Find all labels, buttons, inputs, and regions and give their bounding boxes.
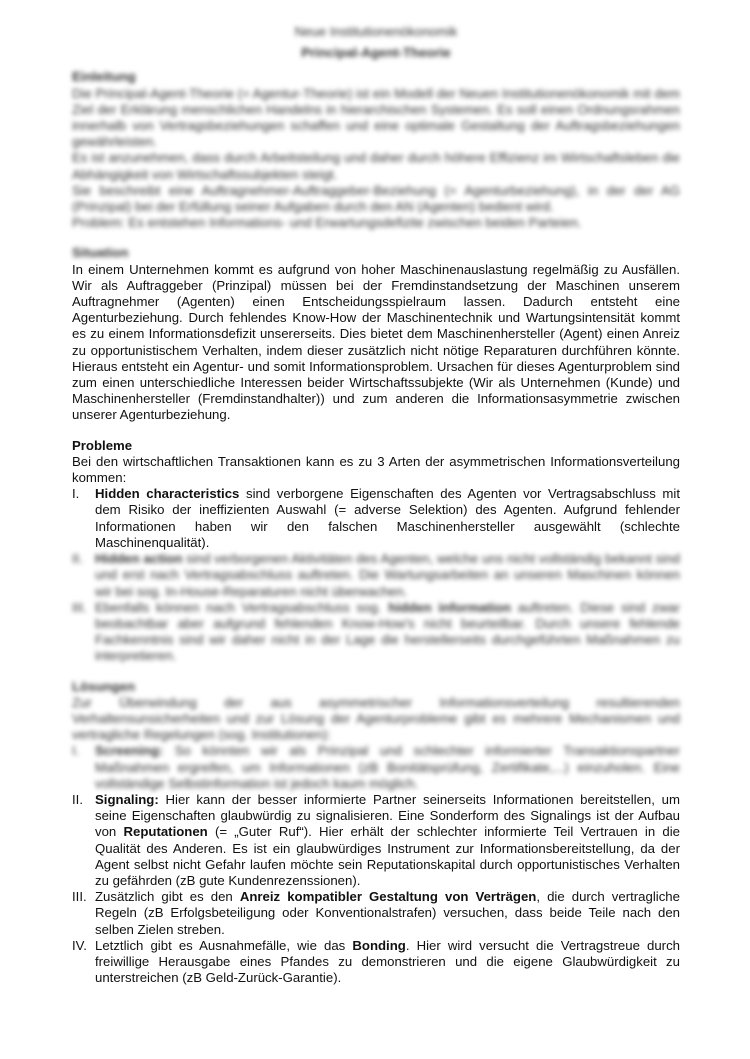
list-item-text: Zusätzlich gibt es den: [95, 889, 240, 905]
list-item: [72, 600, 680, 665]
list-item-text: sind verborgenen Aktivitäten des Agenten, welche uns nicht vollständig bekannt sind und erst nach Vertragsabschluss auftreten. Die Wartungsarbeiten an unseren Maschinen können wir bei sog. In-House-Reparaturen nicht überwachen.: [95, 551, 680, 599]
loesungen-list-blurred: [72, 743, 680, 792]
loesungen-intro: Zur Überwindung der aus asymmetrischer Informationsverteilung resultierenden Verhaltensunsicherheiten und zur Lösung der Agenturprobleme gibt es mehrere Mechanismen und vertragliche Regelungen (sog. Institutionen):: [72, 694, 680, 743]
situation-heading: Situation: [72, 245, 129, 261]
list-item: [72, 486, 680, 551]
list-number: II.: [72, 551, 83, 567]
blurred-header-block: [72, 24, 680, 262]
probleme-intro: Bei den wirtschaftlichen Transaktionen kann es zu 3 Arten der asymmetrischen Informationsverteilung kommen:: [72, 453, 680, 486]
loesungen-heading: Lösungen: [72, 678, 136, 694]
list-number: IV.: [72, 937, 87, 953]
list-item: [72, 792, 680, 889]
term-hidden-information: hidden information: [388, 599, 511, 615]
list-number: I.: [72, 743, 80, 759]
document-subtitle: Principal-Agent-Theorie: [301, 45, 451, 61]
list-item-text: . Hier wird versucht die Vertragstreue durch freiwillige Herausgabe eines Pfandes zu demonstrieren und die eigene Glaubwürdigkeit zu unterstreichen (zB Geld-Zurück-Garantie).: [95, 937, 680, 986]
list-number: II.: [72, 791, 83, 807]
list-item-text: sind verborgene Eigenschaften des Agenten vor Vertragsabschluss mit dem Risiko der ineffizienten Auswahl (= adverse Selektion) des Agenten. Aufgrund fehlender Informationen haben wir den falschen Maschinenhersteller ausgewählt (schlechte Maschinenqualität).: [95, 486, 680, 550]
document-content: [72, 24, 680, 986]
einleitung-heading: Einleitung: [72, 69, 136, 85]
list-item-text: Letztlich gibt es Ausnahmefälle, wie das: [95, 937, 353, 953]
loesungen-section: [72, 679, 680, 987]
list-item-text: (= „Guter Ruf“). Hier erhält der schlechter informierte Teil Vertrauen in die Qualität des Anderen. Es ist ein glaubwürdiges Instrument zur Informationsbereitstellung, da der Agent selbst nicht Gefahr laufen möchte sein Reputationskapital durch opportunistisches Verhalten zu gefährden (zB gute Kundenrezenssionen).: [95, 824, 680, 888]
list-item-text: Hier kann der besser informierte Partner seinerseits Informationen bereitstellen, um seine Eigenschaften glaubwürdig zu signalisieren. Eine Sonderform des Signalings ist der Aufbau von: [95, 791, 680, 840]
list-item-text: So könnten wir als Prinzipal und schlechter informierter Transaktionspartner Maßnahmen ergreifen, um Informationen (zB Bonitätsprüfung, Zertifikate,...) einzuholen. Eine vollständige Selbstinformation ist jedoch kaum möglich.: [95, 743, 680, 791]
einleitung-paragraph: Es ist anzunehmen, dass durch Arbeitsteilung und daher durch höhere Effizienz im Wirtschaftsleben die Abhängigkeit von Wirtschaftssubjekten steigt.: [72, 150, 680, 182]
einleitung-section: [72, 69, 680, 231]
blurred-loesungen-block: [72, 679, 680, 792]
document-title: Neue Institutionenökonomik: [294, 24, 458, 39]
situation-paragraph: In einem Unternehmen kommt es aufgrund von hoher Maschinenauslastung regelmäßig zu Ausfällen. Wir als Auftraggeber (Prinzipal) müssen bei der Fremdinstandsetzung der Maschinen unserem Auftragnehmer (Agenten) einen Entscheidungsspielraum lassen. Dadurch entsteht eine Agenturbeziehung. Durch fehlendes Know-How der Maschinentechnik und Wartungsintensität kommt es zu einem Informationsdefizit unsererseits. Dies bietet dem Maschinenhersteller (Agent) einen Anreiz zu opportunistischem Verhalten, indem dieser zusätzlich nicht nötige Reparaturen durchführen könnte. Hieraus entsteht ein Agentur- und somit Informationsproblem. Ursachen für dieses Agenturproblem sind zum einen unterschiedliche Interessen beider Wirtschaftssubjekte (Wir als Unternehmen (Kunde) und Maschinenhersteller (Fremdinstandhalter)) und zum anderen die Informationsasymmetrie zwischen unserer Agenturbeziehung.: [72, 261, 680, 423]
list-item-text: auftreten. Diese sind zwar beobachtbar aber aufgrund fehlenden Know-How's nicht beurteilbar. Durch unsere fehlende Fachkenntnis sind wir daher nicht in der Lage die herstellerseits durchgeführten Maßnahmen zu interpretieren.: [95, 599, 680, 664]
list-item: [72, 938, 680, 987]
list-item-text: Ebenfalls können nach Vertragsabschluss sog.: [95, 599, 389, 615]
probleme-list: [72, 486, 680, 664]
einleitung-paragraph: Sie beschreibt eine Auftragnehmer-Auftraggeber-Beziehung (= Agenturbeziehung), in der der AG (Prinzipal) bei der Erfüllung seiner Aufgaben durch den AN (Agenten) bedient wird.: [72, 182, 680, 215]
list-item: [72, 889, 680, 938]
list-item: [72, 551, 680, 600]
term-reputationen: Reputationen: [123, 824, 208, 840]
term-anreiz-vertraege: Anreiz kompatibler Gestaltung von Verträgen: [239, 889, 537, 905]
situation-section: [72, 262, 680, 424]
term-hidden-action: Hidden action: [95, 551, 183, 567]
term-hidden-characteristics: Hidden characteristics: [95, 486, 240, 502]
list-item-text: , die durch vertragliche Regeln (zB Erfolgsbeteiligung oder Konventionalstrafen) versuchen, dass beide Teile nach den selben Zielen streben.: [95, 889, 680, 937]
einleitung-paragraph: Problem: Es entstehen Informations- und Erwartungsdefizite zwischen beiden Parteien.: [72, 215, 582, 231]
term-signaling: Signaling:: [95, 791, 159, 807]
term-bonding: Bonding: [352, 937, 406, 953]
term-screening: Screening:: [95, 743, 164, 759]
loesungen-list: [72, 792, 680, 986]
list-number: III.: [72, 599, 87, 615]
list-number: I.: [72, 486, 80, 502]
list-item: [72, 743, 680, 792]
probleme-section: [72, 438, 680, 665]
einleitung-paragraph: Die Principal-Agent-Theorie (= Agentur-Theorie) ist ein Modell der Neuen Institutionenökonomik mit dem Ziel der Erklärung menschlichen Handelns in hierarchischen Systemen. Es soll einen Ordnungsrahmen innerhalb von Vertragsbeziehungen schaffen und eine optimale Gestaltung der Auftragsbeziehungen gewährleisten.: [72, 85, 681, 150]
list-number: III.: [72, 889, 87, 905]
probleme-heading: Probleme: [72, 437, 133, 453]
